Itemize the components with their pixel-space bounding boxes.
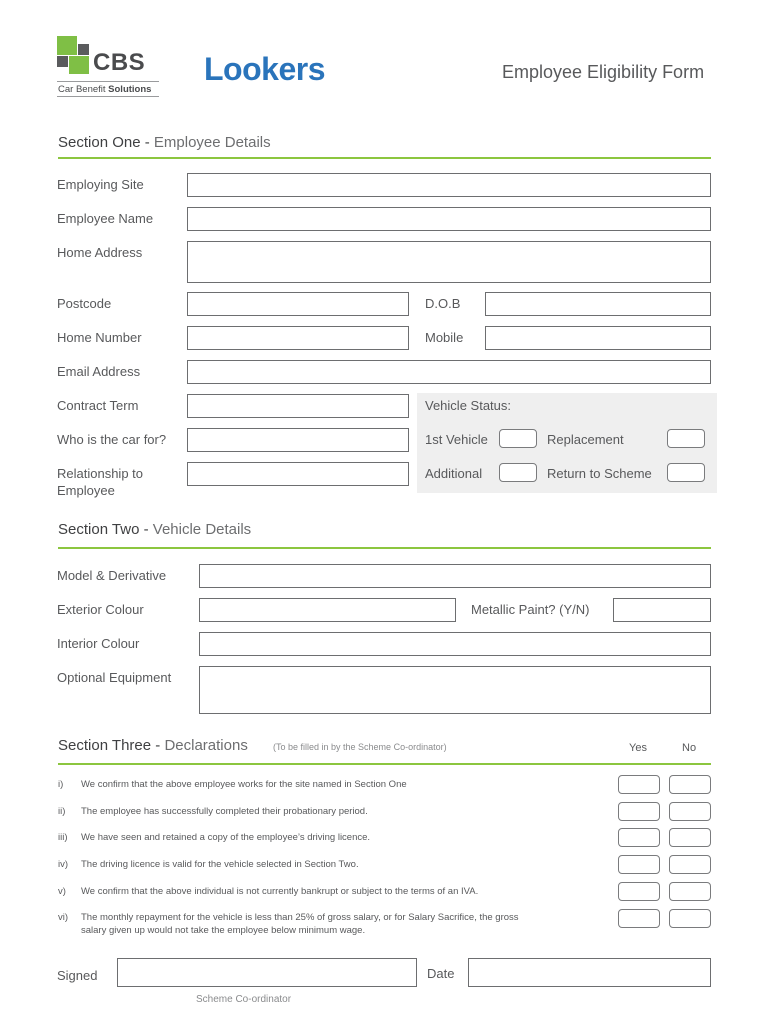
declaration-text: The monthly repayment for the vehicle is less than 25% of gross salary, or for Salary Sacrifice, the gross bbox=[81, 912, 519, 923]
relationship-label: Employee bbox=[57, 483, 115, 498]
additional-label: Additional bbox=[425, 466, 483, 481]
logo-square-icon bbox=[78, 44, 89, 55]
logo-square-icon bbox=[57, 36, 77, 55]
return-to-scheme-label: Return to Scheme bbox=[547, 466, 652, 481]
home-number-label: Home Number bbox=[57, 330, 142, 345]
replacement-checkbox[interactable] bbox=[667, 429, 705, 448]
metallic-paint-label: Metallic Paint? (Y/N) bbox=[471, 602, 590, 617]
postcode-field[interactable] bbox=[187, 292, 409, 316]
mobile-label: Mobile bbox=[425, 330, 464, 345]
signature-field[interactable] bbox=[117, 958, 417, 987]
contract-term-label: Contract Term bbox=[57, 398, 139, 413]
model-derivative-label: Model & Derivative bbox=[57, 568, 167, 583]
exterior-colour-field[interactable] bbox=[199, 598, 456, 622]
home-address-field[interactable] bbox=[187, 241, 711, 283]
declaration-no-checkbox[interactable] bbox=[669, 909, 711, 928]
optional-equipment-field[interactable] bbox=[199, 666, 711, 714]
declaration-number: iii) bbox=[58, 832, 68, 843]
employing-site-field[interactable] bbox=[187, 173, 711, 197]
yes-column-label: Yes bbox=[629, 742, 647, 754]
declaration-number: v) bbox=[58, 886, 66, 897]
form-title: Employee Eligibility Form bbox=[502, 62, 705, 82]
declaration-text: We confirm that the above individual is not currently bankrupt or subject to the terms of an IVA. bbox=[81, 886, 479, 897]
declaration-yes-checkbox[interactable] bbox=[618, 909, 660, 928]
declaration-yes-checkbox[interactable] bbox=[618, 882, 660, 901]
declaration-text: We have seen and retained a copy of the employee’s driving licence. bbox=[81, 832, 371, 843]
declaration-no-checkbox[interactable] bbox=[669, 855, 711, 874]
date-field[interactable] bbox=[468, 958, 711, 987]
employee-name-field[interactable] bbox=[187, 207, 711, 231]
email-address-field[interactable] bbox=[187, 360, 711, 384]
declaration-number: ii) bbox=[58, 806, 66, 817]
who-is-car-for-field[interactable] bbox=[187, 428, 409, 452]
cbs-logo-text: CBS bbox=[93, 49, 146, 76]
contract-term-field[interactable] bbox=[187, 394, 409, 418]
declaration-text: The employee has successfully completed their probationary period. bbox=[81, 806, 368, 817]
declaration-text: The driving licence is valid for the vehicle selected in Section Two. bbox=[81, 859, 359, 870]
logo-square-icon bbox=[69, 56, 89, 74]
section-two-rule bbox=[58, 547, 711, 549]
no-column-label: No bbox=[682, 742, 697, 754]
who-is-car-for-label: Who is the car for? bbox=[57, 432, 167, 447]
dob-label: D.O.B bbox=[425, 296, 461, 311]
declaration-no-checkbox[interactable] bbox=[669, 828, 711, 847]
date-label: Date bbox=[427, 966, 455, 981]
declaration-yes-checkbox[interactable] bbox=[618, 828, 660, 847]
section-three-rule bbox=[58, 763, 711, 765]
metallic-paint-field[interactable] bbox=[613, 598, 711, 622]
declaration-number: i) bbox=[58, 779, 64, 790]
coordinator-note: (To be filled in by the Scheme Co-ordinator) bbox=[273, 742, 447, 752]
interior-colour-field[interactable] bbox=[199, 632, 711, 656]
model-derivative-field[interactable] bbox=[199, 564, 711, 588]
mobile-field[interactable] bbox=[485, 326, 711, 350]
declaration-number: iv) bbox=[58, 859, 69, 870]
interior-colour-label: Interior Colour bbox=[57, 636, 140, 651]
optional-equipment-label: Optional Equipment bbox=[57, 670, 172, 685]
first-vehicle-label: 1st Vehicle bbox=[425, 432, 488, 447]
additional-checkbox[interactable] bbox=[499, 463, 537, 482]
replacement-label: Replacement bbox=[547, 432, 624, 447]
coordinator-caption: Scheme Co-ordinator bbox=[196, 994, 292, 1005]
declaration-yes-checkbox[interactable] bbox=[618, 775, 660, 794]
logo-square-icon bbox=[57, 56, 68, 67]
section-two-heading: Section Two - Vehicle Details bbox=[58, 521, 252, 538]
logo-divider bbox=[57, 81, 159, 82]
employee-name-label: Employee Name bbox=[57, 211, 154, 226]
declaration-text: salary given up would not take the employee below minimum wage. bbox=[81, 925, 366, 936]
dob-field[interactable] bbox=[485, 292, 711, 316]
relationship-field[interactable] bbox=[187, 462, 409, 486]
section-one-heading: Section One - Employee Details bbox=[58, 134, 271, 151]
cbs-tagline: Car Benefit Solutions bbox=[58, 84, 152, 95]
exterior-colour-label: Exterior Colour bbox=[57, 602, 144, 617]
section-three-heading: Section Three - Declarations bbox=[58, 737, 248, 754]
logo-divider bbox=[57, 96, 159, 97]
home-number-field[interactable] bbox=[187, 326, 409, 350]
first-vehicle-checkbox[interactable] bbox=[499, 429, 537, 448]
email-address-label: Email Address bbox=[57, 364, 141, 379]
declaration-no-checkbox[interactable] bbox=[669, 775, 711, 794]
home-address-label: Home Address bbox=[57, 245, 143, 260]
cbs-logo bbox=[57, 36, 161, 98]
vehicle-status-title: Vehicle Status: bbox=[425, 398, 511, 413]
declaration-no-checkbox[interactable] bbox=[669, 882, 711, 901]
return-to-scheme-checkbox[interactable] bbox=[667, 463, 705, 482]
declaration-yes-checkbox[interactable] bbox=[618, 802, 660, 821]
declaration-no-checkbox[interactable] bbox=[669, 802, 711, 821]
lookers-logo: Lookers bbox=[204, 51, 325, 87]
section-one-rule bbox=[58, 157, 711, 159]
signed-label: Signed bbox=[57, 968, 98, 983]
declaration-number: vi) bbox=[58, 912, 69, 923]
employing-site-label: Employing Site bbox=[57, 177, 144, 192]
declaration-yes-checkbox[interactable] bbox=[618, 855, 660, 874]
relationship-label: Relationship to bbox=[57, 466, 143, 481]
declaration-text: We confirm that the above employee works for the site named in Section One bbox=[81, 779, 407, 790]
postcode-label: Postcode bbox=[57, 296, 112, 311]
